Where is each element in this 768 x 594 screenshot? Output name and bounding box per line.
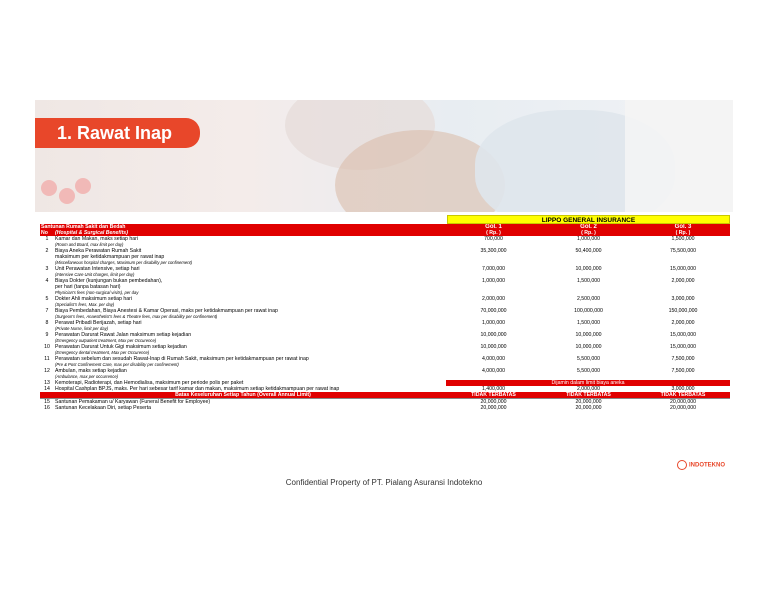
- flowers-decoration: [35, 170, 105, 212]
- row-value-3: 75,500,000: [670, 248, 696, 254]
- row-description-english: (Intensive Care Unit charges, limit per day): [55, 272, 135, 277]
- logo: [677, 460, 725, 470]
- row-value-1: 70,000,000: [480, 308, 507, 314]
- class-unit-3: ( Rp. ): [636, 230, 730, 236]
- row-note: Dijamin dalam limit biaya aneka: [446, 380, 730, 386]
- row-description-text: Unit Perawatan Intensive, setiap hari: [55, 266, 140, 272]
- row-description-english: Physician's fees (non-surgical visits), per day: [55, 290, 139, 295]
- class-header-1: Gol. 1: [446, 224, 541, 230]
- row-description-text: Perawatan Darurat Untuk Gigi maksimum setiap kejadian: [55, 344, 187, 350]
- row-description-english: (Specialist's fees, Max. per day): [55, 302, 115, 307]
- class-header-3: Gol. 3: [636, 224, 730, 230]
- no-header: No: [40, 230, 54, 236]
- row-value-3: 15,000,000: [670, 266, 696, 272]
- flower-icon: [75, 178, 91, 194]
- row-number: 2: [45, 248, 49, 254]
- row-number: 15: [40, 399, 54, 406]
- overall-limit-label: Batas Keseluruhan Setiap Tahun (Overall Annual Limit): [40, 392, 446, 399]
- row-value-2: 10,000,000: [575, 344, 602, 350]
- row-value-1: 1,000,000: [481, 320, 506, 326]
- row-value-1: 20,000,000: [480, 405, 507, 411]
- row-description-text: Biaya Pembedahan, Biaya Anestesi & Kamar Operasi, maks per ketidakmampuan per rawat inap: [55, 308, 278, 314]
- flower-icon: [59, 188, 75, 204]
- row-value-3: 15,000,000: [670, 332, 696, 338]
- row-value-3: 150,000,000: [668, 308, 698, 314]
- row-value-1: 4,000,000: [481, 368, 506, 374]
- row-description: Hospital Cashplan BPJS, maks. Per hari sebesar tarif kamar dan makan, maksimum setiap ketidakmampuan per rawat inap: [55, 386, 340, 392]
- row-value-3: 3,000,000: [671, 386, 695, 392]
- row-value-2: 1,500,000: [576, 320, 601, 326]
- logo-text: INDOTEKNO: [689, 462, 725, 469]
- class-unit-1: ( Rp. ): [446, 230, 541, 236]
- row-value-1: 4,000,000: [481, 356, 506, 362]
- flower-icon: [41, 180, 57, 196]
- table-row: [40, 405, 730, 411]
- row-description-english: (Emergency outpatient treatment, Max per Occurence): [55, 338, 157, 343]
- row-description-english: (Private Nurse, limit per day): [55, 326, 109, 331]
- row-value-1: 700,000: [484, 236, 503, 242]
- row-description: [54, 266, 446, 278]
- row-description-text: Perawat Pribadi Berijazah, setiap hari: [55, 320, 142, 326]
- row-value-2: 1,500,000: [576, 278, 601, 284]
- row-value-3: 3,000,000: [671, 296, 695, 302]
- row-value-3: 2,000,000: [671, 320, 695, 326]
- row-number: 7: [45, 308, 49, 314]
- row-description-english: (Pre & Post Confinement Care, max per disability per confinement): [55, 362, 179, 367]
- row-description-english: (Emergency dental treatment, Max per Occurence): [55, 350, 150, 355]
- row-number: 13: [44, 380, 50, 386]
- benefits-table: [40, 224, 730, 411]
- row-number: 12: [44, 368, 50, 374]
- row-description-english: (Ambulance, max per occurrence): [55, 374, 119, 379]
- row-number: 3: [45, 266, 49, 272]
- row-value-3: 20,000,000: [636, 399, 730, 406]
- row-description-text: Dokter Ahli maksimum setiap hari: [55, 296, 132, 302]
- row-value-1: 10,000,000: [480, 344, 507, 350]
- table-row: [40, 344, 730, 356]
- hero-image: [35, 100, 733, 212]
- row-number: 14: [44, 386, 50, 392]
- row-description: [54, 248, 446, 266]
- row-value-3: 7,500,000: [671, 356, 695, 362]
- row-value-2: 10,000,000: [575, 332, 602, 338]
- row-value-2: 5,500,000: [576, 368, 601, 374]
- row-value-3: 1,500,000: [671, 236, 695, 242]
- row-value-2: 2,500,000: [576, 296, 601, 302]
- row-number: 1: [45, 236, 49, 242]
- row-description-text: Ambulan, maks setiap kejadian: [55, 368, 127, 374]
- row-description-text-2: per hari (tanpa batasan hari): [55, 284, 121, 290]
- row-value-2: 5,500,000: [576, 356, 601, 362]
- row-description-text: Biaya Aneka Perawatan Rumah Sakit: [55, 248, 142, 254]
- table-row: [40, 248, 730, 266]
- row-number: 8: [45, 320, 49, 326]
- page-title: 1. Rawat Inap: [35, 118, 200, 148]
- row-value-2: 20,000,000: [575, 405, 602, 411]
- row-description-text: Kamar dan Makan, maks setiap hari: [55, 236, 139, 242]
- row-value-1: 1,400,000: [481, 386, 506, 392]
- row-number: 4: [45, 278, 49, 284]
- row-number: 10: [44, 344, 50, 350]
- section-subtitle: (Hospital & Surgical Benefits): [54, 230, 446, 236]
- row-number: 9: [45, 332, 49, 338]
- row-description: Kemoterapi, Radioterapi, dan Hemodialisa, maksimum per periode polis per paket: [55, 380, 244, 386]
- row-description-english: (Room and Board, max limit per day): [55, 242, 124, 247]
- row-number: 16: [44, 405, 50, 411]
- overall-limit-1: TIDAK TERBATAS: [446, 392, 541, 399]
- class-header-2: Gol. 2: [541, 224, 636, 230]
- table-row: [40, 278, 730, 296]
- row-description: Santunan Pemakaman u/ Karyawan (Funeral Benefit for Employee): [54, 399, 446, 406]
- row-description: [54, 356, 446, 368]
- row-description: [54, 320, 446, 332]
- table-row: [40, 236, 730, 248]
- row-value-3: 15,000,000: [670, 344, 696, 350]
- overall-limit-2: TIDAK TERBATAS: [541, 392, 636, 399]
- row-description-text: Perawatan sebelum dan sesudah Rawat-Inap di Rumah Sakit, maksimum per ketidakmampuan per rawat inap: [55, 356, 309, 362]
- row-description: [54, 368, 446, 380]
- row-value-1: 35,300,000: [480, 248, 507, 254]
- section-title: Santunan Rumah Sakit dan Bedah: [40, 224, 446, 230]
- row-description-english: (Surgeon's fees, Anaesthetist's fees & Theatre fees, max per disability per confinement): [55, 314, 218, 319]
- row-value-1: 7,000,000: [481, 266, 506, 272]
- row-description-text-2: maksimum per ketidakmampuan per rawat inap: [55, 254, 165, 260]
- row-value-2: 1,000,000: [576, 236, 601, 242]
- row-description: [54, 278, 446, 296]
- logo-icon: [677, 460, 687, 470]
- row-value-2: 20,000,000: [541, 399, 636, 406]
- table-row: [40, 356, 730, 368]
- row-description-text: Biaya Dokter (kunjungan bukan pembedahan),: [55, 278, 163, 284]
- table-row: [40, 368, 730, 380]
- row-description-english: (Miscellaneous hospital charges, Maximum per disability per confinement): [55, 260, 193, 265]
- row-description: [54, 296, 446, 308]
- table-row: [40, 296, 730, 308]
- row-description: Santunan Kecelakaan Diri, setiap Peserta: [55, 405, 152, 411]
- row-number: 11: [44, 356, 50, 362]
- row-value-1: 10,000,000: [480, 332, 507, 338]
- row-value-1: 2,000,000: [481, 296, 506, 302]
- overall-limit-3: TIDAK TERBATAS: [636, 392, 730, 399]
- table-row: [40, 308, 730, 320]
- row-number: 5: [45, 296, 49, 302]
- row-value-2: 2,000,000: [576, 386, 601, 392]
- row-value-1: 20,000,000: [446, 399, 541, 406]
- row-value-1: 1,000,000: [481, 278, 506, 284]
- row-value-3: 2,000,000: [671, 278, 695, 284]
- row-description: [54, 308, 446, 320]
- table-row: [40, 332, 730, 344]
- row-description-text: Perawatan Darurat Rawat Jalan maksimum setiap kejadian: [55, 332, 192, 338]
- class-unit-2: ( Rp. ): [541, 230, 636, 236]
- footer-text: Confidential Property of PT. Pialang Asuransi Indotekno: [285, 478, 483, 487]
- row-value-2: 100,000,000: [574, 308, 603, 314]
- row-value-2: 50,400,000: [575, 248, 602, 254]
- row-value-3: 20,000,000: [670, 405, 696, 411]
- row-description: [54, 236, 446, 248]
- table-row: [40, 320, 730, 332]
- insurer-header: LIPPO GENERAL INSURANCE: [447, 215, 730, 224]
- row-description: [54, 344, 446, 356]
- slide: [35, 100, 733, 495]
- row-description: [54, 332, 446, 344]
- row-value-3: 7,500,000: [671, 368, 695, 374]
- hero-shape: [625, 100, 733, 212]
- row-value-2: 10,000,000: [575, 266, 602, 272]
- table-row: [40, 266, 730, 278]
